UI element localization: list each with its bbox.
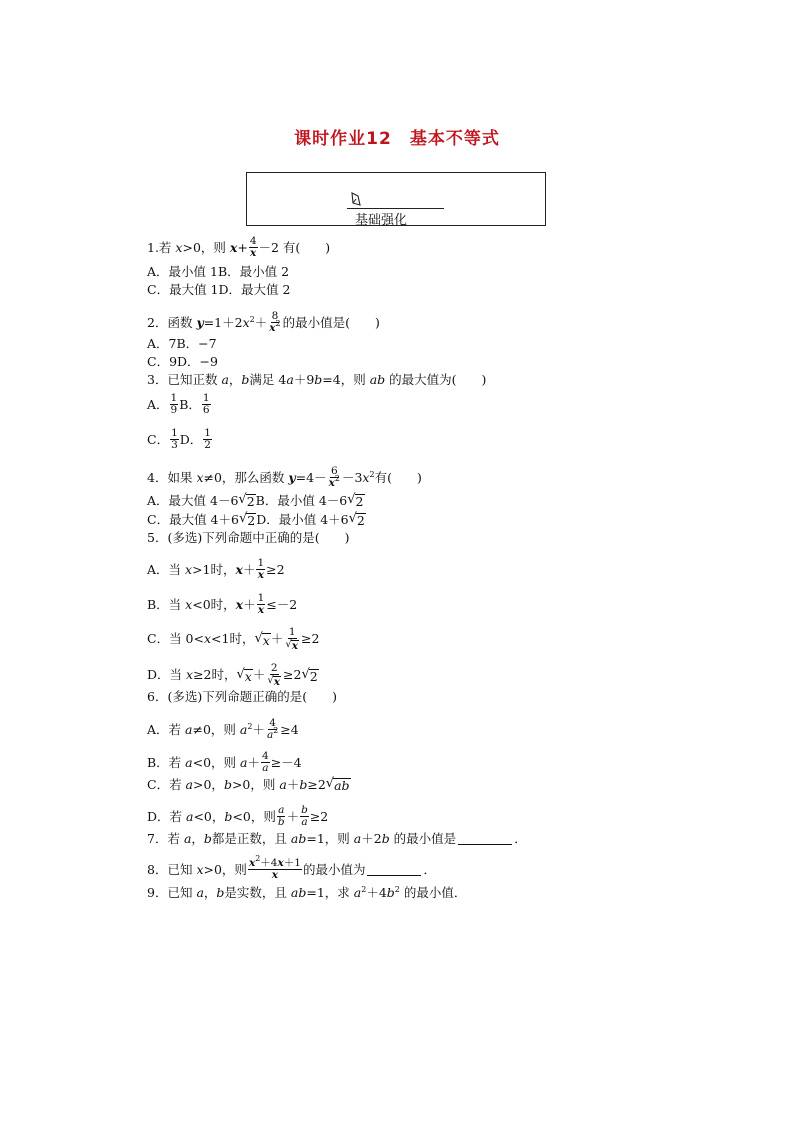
question-8: 8．已知 x>0，则 $x^2+4x+1$ x 的最小值为 ． (147, 854, 436, 881)
question-6: 6．(多选)下列命题正确的是( ) (147, 689, 337, 704)
question-9: 9．已知 a，b是实数，且 ab=1，求 $a^2+4b^2$ 的最小值． (147, 885, 467, 900)
question-1: 1.若 x>0，则 x+ $\frac{4}{x}$ －2 有( ) (147, 235, 331, 259)
question-1-options-ab: A．最小值 1B．最小值 2 (147, 264, 290, 279)
question-5: 5．(多选)下列命题中正确的是( ) (147, 530, 350, 545)
question-4-options-ab: A．最大值 4－6 √ 2 B．最小值 4－6 √ 2 (147, 492, 364, 509)
question-5-option-a: A．当 x>1时，x＋ $\frac{1}{x}$ ≥2 (147, 557, 285, 581)
question-2-options-ab: A．7B．−7 (147, 336, 217, 351)
question-2: 2．函数 $y=1+2x^2+$ 8 $x^2$ 的最小值是( ) (147, 310, 380, 334)
question-6-option-a: A．若 a≠0，则 $a^2+$ $\frac{4}{a^2}$ ≥4 (147, 717, 299, 741)
answer-blank[interactable] (367, 864, 421, 876)
question-7: 7．若 a，b都是正数，且 ab=1，则 a＋2b 的最小值是 ． (147, 831, 527, 846)
question-1-options-cd: C．最大值 1D．最大值 2 (147, 282, 291, 297)
question-6-option-b: B．若 a<0，则 a＋ $\frac{4}{a}$ ≥－4 (147, 750, 302, 774)
page-title: 课时作业12 基本不等式 (294, 129, 500, 149)
section-label: 基础强化 (355, 213, 408, 228)
question-6-option-c: C．若 a>0，b>0，则 a＋b≥2 √ ab (147, 776, 350, 793)
section-header-box (246, 172, 546, 226)
pencil-icon (349, 191, 363, 207)
question-5-option-b: B．当 x<0时，x＋ $\frac{1}{x}$ ≤－2 (147, 592, 298, 616)
question-5-option-d: D．当 x≥2时， √ x ＋ 2 √ x ≥2 √ 2 (147, 662, 318, 688)
question-4-options-cd: C．最大值 4＋6 √ 2 D．最小值 4＋6 √ 2 (147, 511, 365, 528)
answer-blank[interactable] (458, 833, 512, 845)
question-3: 3．已知正数 a，b满足 4a＋9b=4，则 ab 的最大值为( ) (147, 372, 487, 387)
question-5-option-c: C．当 0<x<1时， √ x ＋ 1 √ x ≥2 (147, 626, 320, 652)
question-3-options-ab: A． 1 9 B． 1 6 (147, 392, 210, 416)
question-2-options-cd: C．9D．−9 (147, 354, 218, 369)
question-3-options-cd: C． 1 3 D． 1 2 (147, 427, 211, 451)
question-4: 4．如果 x≠0，那么函数 y=4－ 6 $x^2$ $-3x^2$有( ) (147, 465, 422, 489)
question-6-option-d: D．若 a<0，b<0，则 a b ＋ $\frac{b}{a}$ ≥2 (147, 804, 329, 828)
